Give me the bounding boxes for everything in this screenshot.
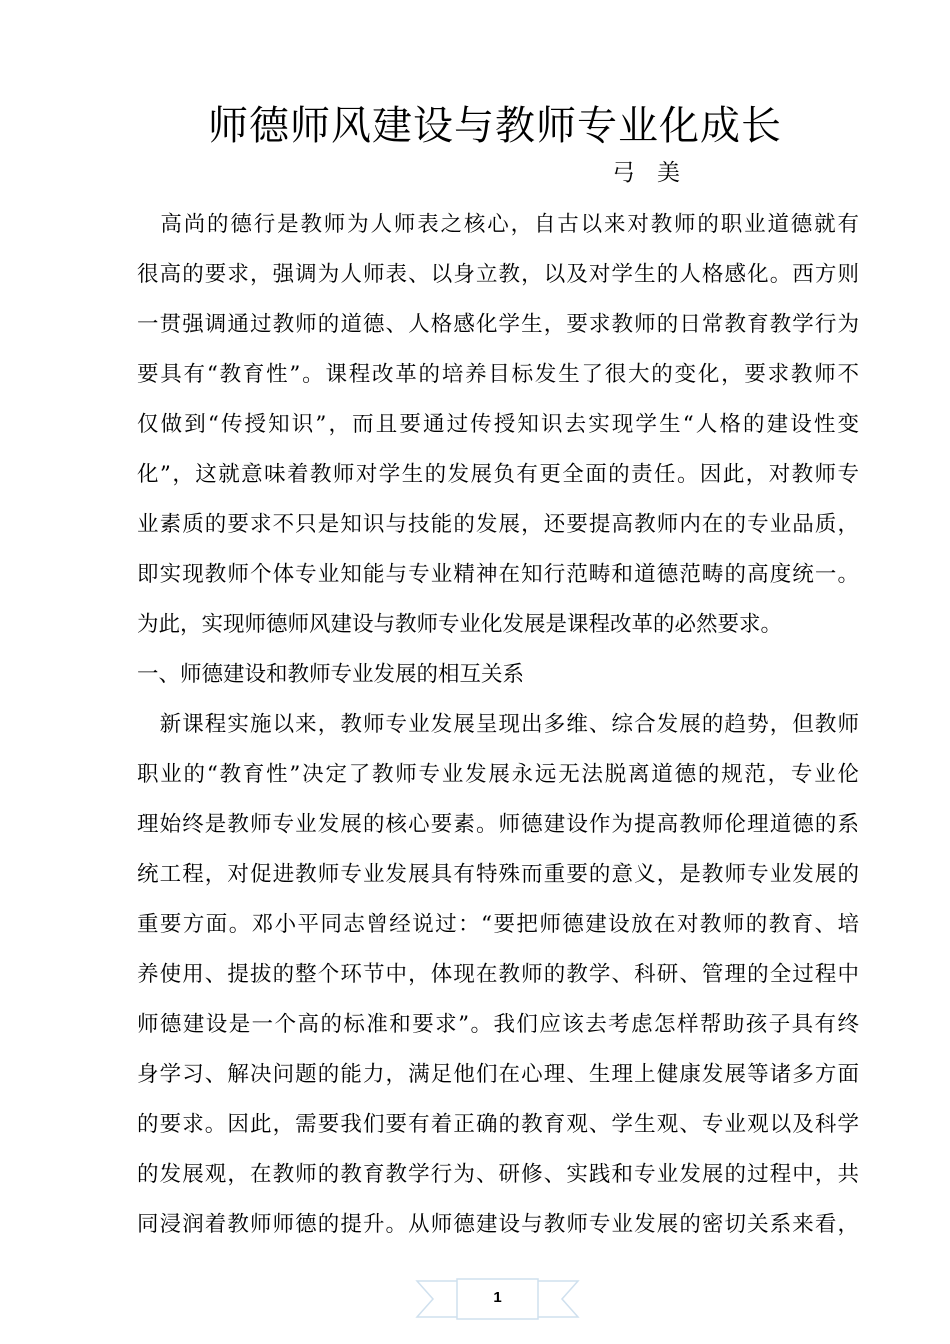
document-author: 弓美 [612, 160, 702, 186]
text-line: 要具有“教育性”。课程改革的培养目标发生了很大的变化，要求教师不 [137, 362, 859, 387]
page-footer [415, 1275, 580, 1323]
text-line: 理始终是教师专业发展的核心要素。师德建设作为提高教师伦理道德的系 [137, 812, 859, 837]
text-line: 职业的“教育性”决定了教师专业发展永远无法脱离道德的规范，专业伦 [137, 762, 859, 787]
text-line: 即实现教师个体专业知能与专业精神在知行范畴和道德范畴的高度统一。 [137, 562, 859, 587]
text-line: 师德建设是一个高的标准和要求”。我们应该去考虑怎样帮助孩子具有终 [137, 1012, 859, 1037]
text-line: 同浸润着教师师德的提升。从师德建设与教师专业发展的密切关系来看， [137, 1212, 859, 1237]
text-line: 一贯强调通过教师的道德、人格感化学生，要求教师的日常教育教学行为 [137, 312, 859, 337]
text-line: 新课程实施以来，教师专业发展呈现出多维、综合发展的趋势，但教师 [137, 712, 859, 737]
text-line: 为此，实现师德师风建设与教师专业化发展是课程改革的必然要求。 [137, 612, 783, 637]
text-line: 化”，这就意味着教师对学生的发展负有更全面的责任。因此，对教师专 [137, 462, 859, 487]
text-line: 业素质的要求不只是知识与技能的发展，还要提高教师内在的专业品质， [137, 512, 859, 537]
text-line: 身学习、解决问题的能力，满足他们在心理、生理上健康发展等诸多方面 [137, 1062, 859, 1087]
text-line: 的发展观，在教师的教育教学行为、研修、实践和专业发展的过程中，共 [137, 1162, 859, 1187]
text-line: 很高的要求，强调为人师表、以身立教，以及对学生的人格感化。西方则 [137, 262, 859, 287]
text-line: 的要求。因此，需要我们要有着正确的教育观、学生观、专业观以及科学 [137, 1112, 859, 1137]
text-line: 养使用、提拔的整个环节中，体现在教师的教学、科研、管理的全过程中 [137, 962, 859, 987]
text-line: 高尚的德行是教师为人师表之核心，自古以来对教师的职业道德就有 [137, 212, 859, 237]
text-line: 重要方面。邓小平同志曾经说过：“要把师德建设放在对教师的教育、培 [137, 912, 859, 937]
text-line: 统工程，对促进教师专业发展具有特殊而重要的意义，是教师专业发展的 [137, 862, 859, 887]
text-line: 仅做到“传授知识”，而且要通过传授知识去实现学生“人格的建设性变 [137, 412, 859, 437]
page-number: 1 [493, 1289, 502, 1306]
section-heading: 一、师德建设和教师专业发展的相互关系 [137, 662, 525, 687]
document-title: 师德师风建设与教师专业化成长 [208, 103, 782, 149]
